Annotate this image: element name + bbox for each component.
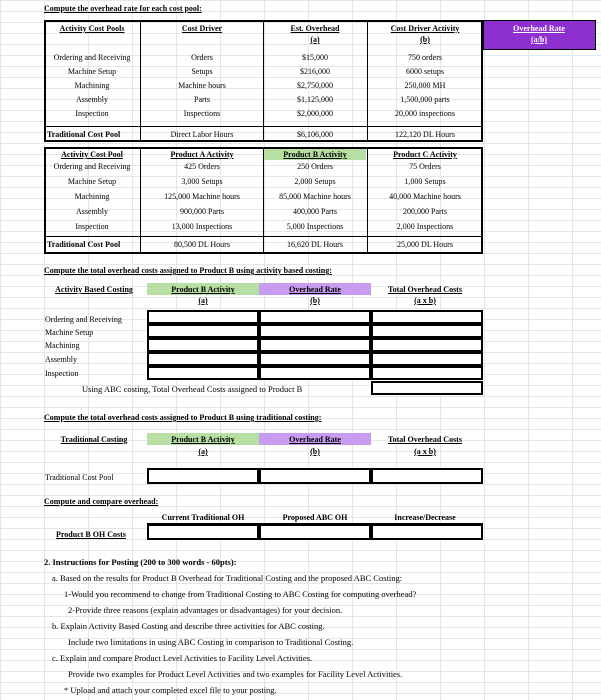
s1-row4-driver: Parts [194, 95, 210, 104]
s2-row4-a: 900,000 Parts [180, 207, 224, 216]
s2-row2-b: 2,000 Setups [294, 177, 336, 186]
s1-row4-overhead: $1,125,000 [297, 95, 333, 104]
s1-row5-pool: Inspection [75, 109, 109, 118]
section1-title: Compute the overhead rate for each cost pool: [44, 4, 202, 13]
s2-a-header: Product A Activity [170, 150, 234, 159]
s1-row3-pool: Machining [74, 81, 110, 90]
driver-activity-sub: (b) [420, 35, 430, 44]
instr-line-c2: Provide two examples for Product Level Activities and two examples for Facility Level Activities. [68, 669, 403, 679]
s1-row2-pool: Machine Setup [67, 67, 117, 76]
s2-row4-c: 200,000 Parts [403, 207, 447, 216]
s1-row2-driver: Setups [191, 67, 213, 76]
s2-row2-c: 1,000 Setups [404, 177, 446, 186]
s1-row3-driver: Machine hours [178, 81, 226, 90]
instr-line-b: b. Explain Activity Based Costing and describe three activities for ABC costing. [52, 621, 325, 631]
instr-line-a: a. Based on the results for Product B Overhead for Traditional Costing and the proposed ABC Costing: [52, 573, 403, 583]
s4-h1: Traditional Costing [60, 435, 128, 444]
s3-row3: Machining [45, 341, 80, 350]
section4-title: Compute the total overhead costs assigned to Product B using traditional costing: [44, 413, 322, 422]
s1-row1-driver: Orders [191, 53, 213, 62]
s3-r3-rate-input[interactable] [259, 338, 371, 352]
s2-row2-a: 3,000 Setups [181, 177, 223, 186]
s5-traditional-input[interactable] [147, 524, 259, 540]
s1-traditional-pool: Traditional Cost Pool [47, 130, 121, 139]
s3-r2-activity-input[interactable] [147, 324, 259, 338]
s2-row1-b: 250 Orders [297, 162, 333, 171]
est-overhead-sub: (a) [310, 35, 320, 44]
s5-row: Product B OH Costs [56, 530, 126, 539]
s4-h2: Product B Activity [171, 435, 235, 444]
instr-line-c: c. Explain and compare Product Level Activities to Facility Level Activities. [52, 653, 313, 663]
s3-h1: Activity Based Costing [55, 285, 133, 294]
s2-row4-pool: Assembly [76, 207, 108, 216]
s3-row4: Assembly [45, 355, 77, 364]
s3-r2-total-input[interactable] [371, 324, 483, 338]
s2-c-header: Product C Activity [393, 150, 457, 159]
s4-h3sub: (b) [310, 447, 320, 456]
s3-r4-total-input[interactable] [371, 352, 483, 366]
s2-pool-header: Activity Cost Pool [61, 150, 123, 159]
section5-title: Compute and compare overhead: [44, 497, 159, 506]
s3-r3-total-input[interactable] [371, 338, 483, 352]
s4-row: Traditional Cost Pool [45, 473, 114, 482]
s3-r5-total-input[interactable] [371, 366, 483, 380]
s3-row1: Ordering and Receiving [45, 315, 122, 324]
s1-row5-overhead: $2,000,000 [297, 109, 333, 118]
s5-h3: Increase/Decrease [394, 513, 456, 522]
s3-r1-rate-input[interactable] [259, 310, 371, 324]
rate-header: Overhead Rate [513, 24, 565, 33]
s2-b-header: Product B Activity [283, 150, 347, 159]
s3-row5: Inspection [45, 369, 79, 378]
s3-h2: Product B Activity [171, 285, 235, 294]
est-overhead-header: Est. Overhead [290, 24, 340, 33]
s3-summary-total-input[interactable] [371, 381, 483, 395]
s5-h2: Proposed ABC OH [282, 513, 348, 522]
s1-row3-activity: 250,000 MH [404, 81, 446, 90]
s2-row3-pool: Machining [74, 192, 110, 201]
instr-line-2: 2-Provide three reasons (explain advantages or disadvantages) for your decision. [68, 605, 343, 615]
s2-row5-c: 2,000 Inspections [396, 222, 454, 231]
s3-r1-activity-input[interactable] [147, 310, 259, 324]
s2-row3-c: 40,000 Machine hours [389, 192, 461, 201]
s2-row5-b: 5,000 Inspections [286, 222, 344, 231]
s3-r1-total-input[interactable] [371, 310, 483, 324]
s2-row2-pool: Machine Setup [67, 177, 117, 186]
s3-h3: Overhead Rate [289, 285, 341, 294]
s2-row1-pool: Ordering and Receiving [53, 162, 131, 171]
s1-row1-pool: Ordering and Receiving [53, 53, 131, 62]
s4-rate-input[interactable] [259, 468, 371, 484]
s3-summary: Using ABC costing, Total Overhead Costs assigned to Product B [82, 384, 303, 394]
s1-row3-overhead: $2,750,000 [297, 81, 333, 90]
instr-line-1: 1-Would you recommend to change from Traditional Costing to ABC Costing for computing overhead? [64, 589, 417, 599]
s3-h4: Total Overhead Costs [388, 285, 462, 294]
s2-row1-c: 75 Orders [409, 162, 441, 171]
s2-row5-a: 13,000 Inspections [171, 222, 233, 231]
instr-line-b2: Include two limitations in using ABC Costing in comparison to Traditional Costing. [68, 637, 354, 647]
s2-row4-b: 400,000 Parts [293, 207, 337, 216]
s1-row1-activity: 750 orders [408, 53, 442, 62]
s2-traditional-c: 25,000 DL Hours [397, 240, 453, 249]
s2-row3-b: 85,000 Machine hours [279, 192, 351, 201]
s3-r5-rate-input[interactable] [259, 366, 371, 380]
s3-r2-rate-input[interactable] [259, 324, 371, 338]
s3-row2: Machine Setup [45, 328, 94, 337]
s4-h4sub: (a x b) [414, 447, 436, 456]
driver-activity-header: Cost Driver Activity [390, 24, 460, 33]
s3-r4-activity-input[interactable] [147, 352, 259, 366]
s3-h3sub: (b) [310, 296, 320, 305]
rate-sub: (a/b) [531, 35, 547, 44]
s1-traditional-driver: Direct Labor Hours [170, 130, 234, 139]
s3-r3-activity-input[interactable] [147, 338, 259, 352]
s5-h1: Current Traditional OH [161, 513, 245, 522]
s1-row2-activity: 6000 setups [406, 67, 444, 76]
s5-change-input[interactable] [371, 524, 483, 540]
s4-total-input[interactable] [371, 468, 483, 484]
driver-header: Cost Driver [181, 24, 223, 33]
s2-traditional-b: 16,620 DL Hours [287, 240, 343, 249]
s2-row1-a: 425 Orders [184, 162, 220, 171]
s5-abc-input[interactable] [259, 524, 371, 540]
s2-row5-pool: Inspection [75, 222, 109, 231]
section3-title: Compute the total overhead costs assigned to Product B using activity based costing: [44, 266, 332, 275]
instr-line-upload: * Upload and attach your completed excel file to your posting. [64, 685, 277, 695]
s1-row1-overhead: $15,000 [302, 53, 328, 62]
pools-header: Activity Cost Pools [59, 24, 125, 33]
s4-h3: Overhead Rate [289, 435, 341, 444]
s3-r5-activity-input[interactable] [147, 366, 259, 380]
s3-r4-rate-input[interactable] [259, 352, 371, 366]
s4-activity-input[interactable] [147, 468, 259, 484]
s4-h2sub: (a) [198, 447, 208, 456]
s1-row4-pool: Assembly [76, 95, 108, 104]
s1-row2-overhead: $216,000 [300, 67, 330, 76]
s1-traditional-overhead: $6,106,000 [297, 130, 333, 139]
s2-traditional-pool: Traditional Cost Pool [47, 240, 121, 249]
s2-traditional-a: 80,500 DL Hours [174, 240, 230, 249]
s3-h2sub: (a) [198, 296, 208, 305]
s1-traditional-activity: 122,120 DL Hours [395, 130, 455, 139]
s2-row3-a: 125,000 Machine hours [164, 192, 240, 201]
s1-row5-driver: Inspections [183, 109, 221, 118]
s1-row4-activity: 1,500,000 parts [400, 95, 450, 104]
s4-h4: Total Overhead Costs [388, 435, 462, 444]
s3-h4sub: (a x b) [414, 296, 436, 305]
instructions-title: 2. Instructions for Posting (200 to 300 words - 60pts): [44, 557, 237, 567]
s1-row5-activity: 20,000 inspections [395, 109, 455, 118]
